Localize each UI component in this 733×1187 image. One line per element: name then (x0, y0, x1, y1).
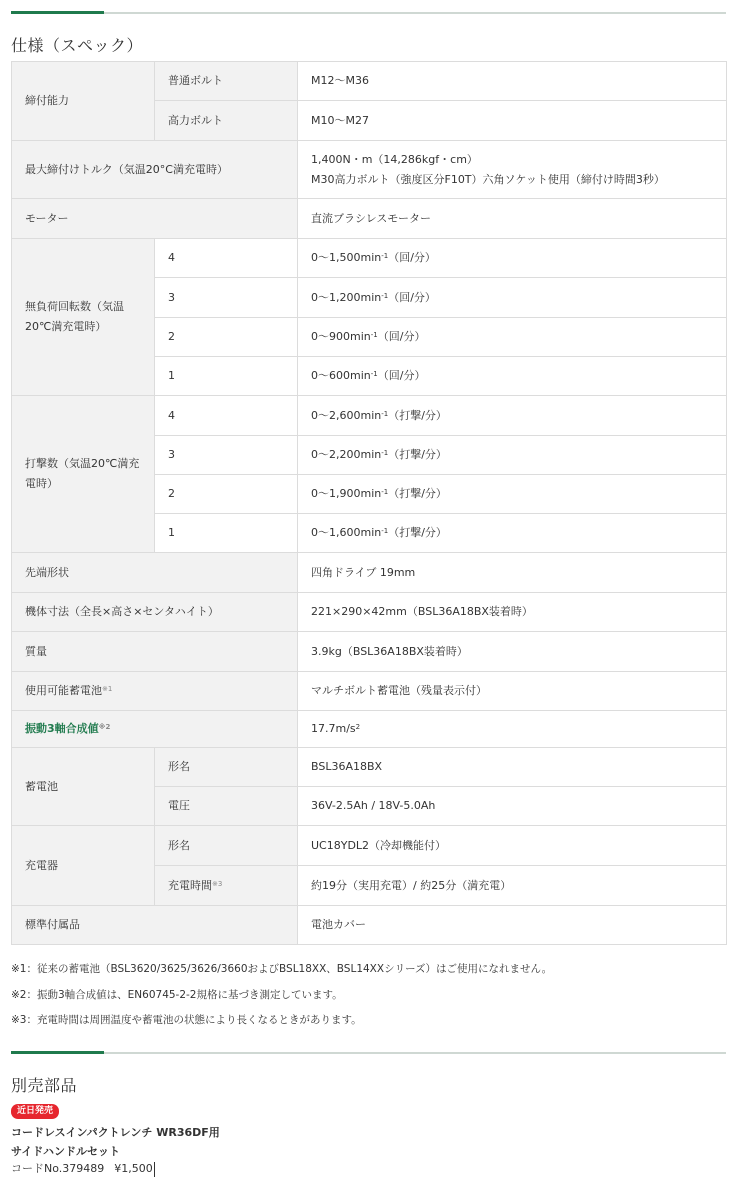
speed-value: $0\sim 1,200\min^{-1}$（回/分） (298, 278, 727, 318)
speed-level: 2 (155, 318, 298, 357)
spec-value-battery-voltage: 36V-2.5Ah / 18V-5.0Ah (298, 787, 727, 826)
spec-value-bolt-normal: M12～M36 (298, 62, 727, 101)
spec-sublabel-battery-model: 形名 (155, 748, 298, 787)
spec-value-tip: 四角ドライブ 19mm (298, 553, 727, 593)
spec-value-max-torque (298, 141, 727, 199)
product-name[interactable] (11, 1123, 220, 1161)
table-row (12, 826, 727, 866)
table-row (12, 239, 727, 278)
parts-section-title: 別売部品 (11, 1076, 78, 1095)
spec-label-dimensions: 機体寸法（全長×高さ×センタハイト） (12, 593, 298, 632)
table-row (12, 593, 727, 632)
impact-value: $0\sim 1,600\min^{-1}$（打撃/分） (298, 514, 727, 553)
speed-level: 1 (155, 357, 298, 396)
footnote-ref-1: ※1 (102, 685, 113, 693)
spec-label-motor: モーター (12, 199, 298, 239)
section-divider (11, 12, 726, 14)
spec-sublabel-bolt-normal: 普通ボルト (155, 62, 298, 101)
table-row (12, 199, 727, 239)
table-row (12, 396, 727, 436)
spec-label-accessories: 標準付属品 (12, 906, 298, 945)
torque-line-1: 1,400N・m（14,286kgf・cm） (311, 152, 478, 166)
speed-level: 3 (155, 278, 298, 318)
spec-value-bolt-high: M10～M27 (298, 101, 727, 141)
footnote-ref-3: ※3 (212, 879, 223, 888)
torque-line-2: M30高力ボルト（強度区分F10T）六角ソケット使用（締付け時間3秒） (311, 172, 665, 186)
product-name-line-1: コードレスインパクトレンチ WR36DF用 (11, 1126, 220, 1139)
section-divider-accent (11, 11, 104, 14)
spec-label-max-torque: 最大締付けトルク（気温20°C満充電時） (12, 141, 298, 199)
footnote-2: ※2：振動3軸合成値は、EN60745-2-2規格に基づき測定しています。 (11, 988, 343, 1001)
footnote-3: ※3：充電時間は周囲温度や蓄電池の状態により長くなるときがあります。 (11, 1014, 362, 1026)
impact-value: $0\sim 2,600\min^{-1}$（打撃/分） (298, 396, 727, 436)
table-row (12, 553, 727, 593)
spec-label-tip: 先端形状 (12, 553, 298, 593)
spec-value-battery-compat: マルチボルト蓄電池（残量表示付） (298, 672, 727, 711)
table-row (12, 748, 727, 787)
table-row (12, 711, 727, 748)
spec-value-charge-time: 約19分（実用充電）/ 約25分（満充電） (298, 866, 727, 906)
spec-label-fastening: 締付能力 (12, 62, 155, 141)
spec-label-weight: 質量 (12, 632, 298, 672)
spec-table (11, 61, 727, 945)
spec-value-charger-model: UC18YDL2（冷却機能付） (298, 826, 727, 866)
spec-label-battery-compat: 使用可能蓄電池$^{※1}$ (12, 672, 298, 711)
footnote-ref-2: ※2 (98, 723, 111, 731)
coming-soon-badge: 近日発売 (11, 1104, 59, 1119)
spec-sublabel-battery-voltage: 電圧 (155, 787, 298, 826)
product-name-line-2: サイドハンドルセット (11, 1145, 121, 1158)
section-divider-accent (11, 1051, 104, 1054)
table-row (12, 141, 727, 199)
spec-value-accessories: 電池カバー (298, 906, 727, 945)
footnote-1: ※1：従来の蓄電池（BSL3620/3625/3626/3660およびBSL18XX、BSL14XXシリーズ）はご使用になれません。 (11, 963, 553, 975)
spec-label-impact-rate: 打撃数（気温20℃満充電時） (12, 396, 155, 553)
spec-label-no-load-speed: 無負荷回転数（気温20℃満充電時） (12, 239, 155, 396)
spec-sublabel-charge-time: 充電時間$^{※3}$ (155, 866, 298, 906)
impact-value: $0\sim 2,200\min^{-1}$（打撃/分） (298, 436, 727, 475)
spec-value-dimensions: 221×290×42mm（BSL36A18BX装着時） (298, 593, 727, 632)
table-row (12, 672, 727, 711)
footnotes (11, 960, 726, 1037)
spec-value-battery-model: BSL36A18BX (298, 748, 727, 787)
product-code-price (11, 1160, 155, 1178)
product-code: コードNo.379489 (11, 1162, 105, 1175)
text-cursor (154, 1162, 155, 1177)
impact-level: 4 (155, 396, 298, 436)
spec-sublabel-charger-model: 形名 (155, 826, 298, 866)
speed-value: $0\sim 900\min^{-1}$（回/分） (298, 318, 727, 357)
impact-level: 1 (155, 514, 298, 553)
product-price: ¥1,500 (114, 1162, 153, 1175)
impact-value: $0\sim 1,900\min^{-1}$（打撃/分） (298, 475, 727, 514)
speed-level: 4 (155, 239, 298, 278)
spec-value-vibration: $17.7m/s^2$ (298, 711, 727, 748)
spec-value-weight: 3.9kg（BSL36A18BX装着時） (298, 632, 727, 672)
spec-label-charger: 充電器 (12, 826, 155, 906)
impact-level: 2 (155, 475, 298, 514)
spec-label-battery: 蓄電池 (12, 748, 155, 826)
section-divider (11, 1052, 726, 1054)
spec-sublabel-bolt-high: 高力ボルト (155, 101, 298, 141)
spec-label-vibration: 振動3軸合成値$^{※2}$ (12, 711, 298, 748)
spec-section-title: 仕様（スペック） (11, 36, 144, 55)
table-row (12, 906, 727, 945)
table-row (12, 62, 727, 101)
table-row (12, 632, 727, 672)
speed-value: $0\sim 600\min^{-1}$（回/分） (298, 357, 727, 396)
speed-value: $0\sim 1,500\min^{-1}$（回/分） (298, 239, 727, 278)
impact-level: 3 (155, 436, 298, 475)
spec-value-motor: 直流ブラシレスモーター (298, 199, 727, 239)
